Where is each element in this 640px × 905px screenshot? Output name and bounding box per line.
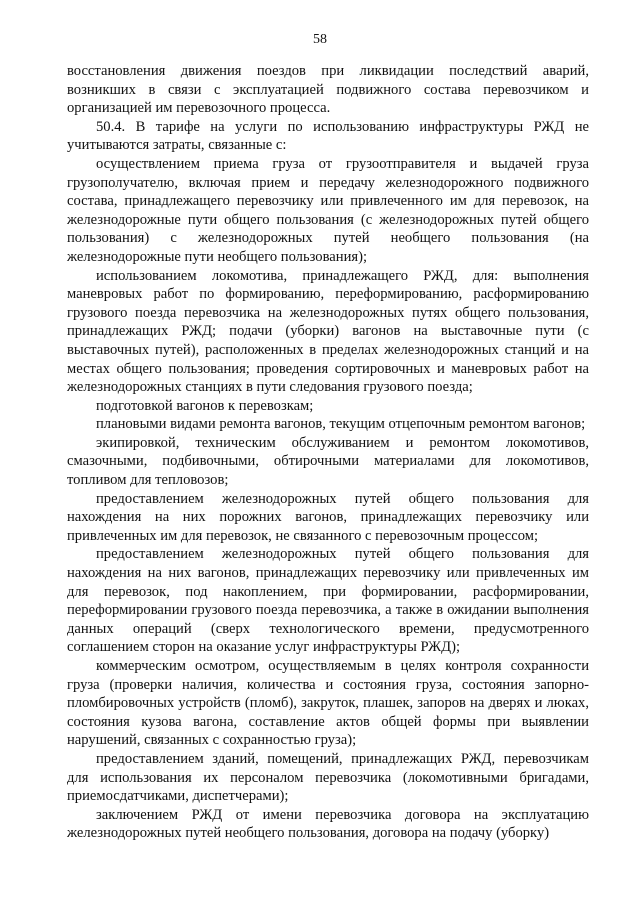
page-number: 58 <box>313 32 327 47</box>
paragraph-cargo-acceptance: осуществлением приема груза от грузоотправителя и выдачей груза грузополучателю, включая прием и передачу железнодорожного подвижного состава, принадлежащего перевозчику или привлеченного им для перевозок, на железнодорожные пути общего пользования (с железнодорожных путей общего пользования) с железнодорожных путей необщего пользования (на железнодорожные пути необщего пользования); <box>67 155 589 265</box>
paragraph-locomotive-use: использованием локомотива, принадлежащего РЖД, для: выполнения маневровых работ по формированию, переформированию, расформированию грузового поезда перевозчика на железнодорожных путях общего пользования, принадлежащих РЖД; подачи (уборки) вагонов на выставочные пути (с выставочных путей), расположенных в пределах железнодорожных станций и на местах общего пользования; проведения сортировочных и маневровых работ на железнодорожных станциях в пути следования грузового поезда; <box>67 267 589 396</box>
document-body <box>67 62 589 843</box>
paragraph-contract-conclusion: заключением РЖД от имени перевозчика договора на эксплуатацию железнодорожных путей необщего пользования, договора на подачу (уборку) <box>67 806 589 842</box>
paragraph-wagon-tracks-accumulation: предоставлением железнодорожных путей общего пользования для нахождения на них вагонов, принадлежащих перевозчику или привлеченных им для перевозок, под накоплением, при формировании, расформировании, переформировании грузового поезда перевозчика, а также в ожидании выполнения данных операций (сверх технологического времени, предусмотренного соглашением сторон на оказание услуг инфраструктуры РЖД); <box>67 546 589 656</box>
paragraph-commercial-inspection: коммерческим осмотром, осуществляемым в целях контроля сохранности груза (проверки наличия, количества и состояния груза, состояния запорно-пломбировочных устройств (пломб), закруток, плашек, запоров на дверях и люках, состояния кузова вагона, составление актов общей формы при выявлении нарушений, связанных с сохранностью груза); <box>67 658 589 749</box>
paragraph-buildings-premises: предоставлением зданий, помещений, принадлежащих РЖД, перевозчикам для использования их персоналом перевозчика (локомотивными бригадами, приемосдатчиками, диспетчерами); <box>67 750 589 805</box>
paragraph-wagon-repair: плановыми видами ремонта вагонов, текущим отцепочным ремонтом вагонов; <box>96 416 586 433</box>
paragraph-clause-50-4: 50.4. В тарифе на услуги по использованию инфраструктуры РЖД не учитываются затраты, связанные с: <box>67 118 589 154</box>
paragraph-continuation: восстановления движения поездов при ликвидации последствий аварий, возникших в связи с эксплуатацией подвижного состава перевозчиком и организацией им перевозочного процесса. <box>67 63 589 117</box>
paragraph-empty-wagon-tracks: предоставлением железнодорожных путей общего пользования для нахождения на них порожних вагонов, принадлежащих перевозчику или привлеченных им для перевозок, не связанного с перевозочным процессом; <box>67 490 589 544</box>
paragraph-locomotive-servicing: экипировкой, техническим обслуживанием и ремонтом локомотивов, смазочными, подбивочными, обтирочными материалами для локомотивов, топливом для тепловозов; <box>67 434 589 489</box>
paragraph-wagon-preparation: подготовкой вагонов к перевозкам; <box>96 397 314 414</box>
